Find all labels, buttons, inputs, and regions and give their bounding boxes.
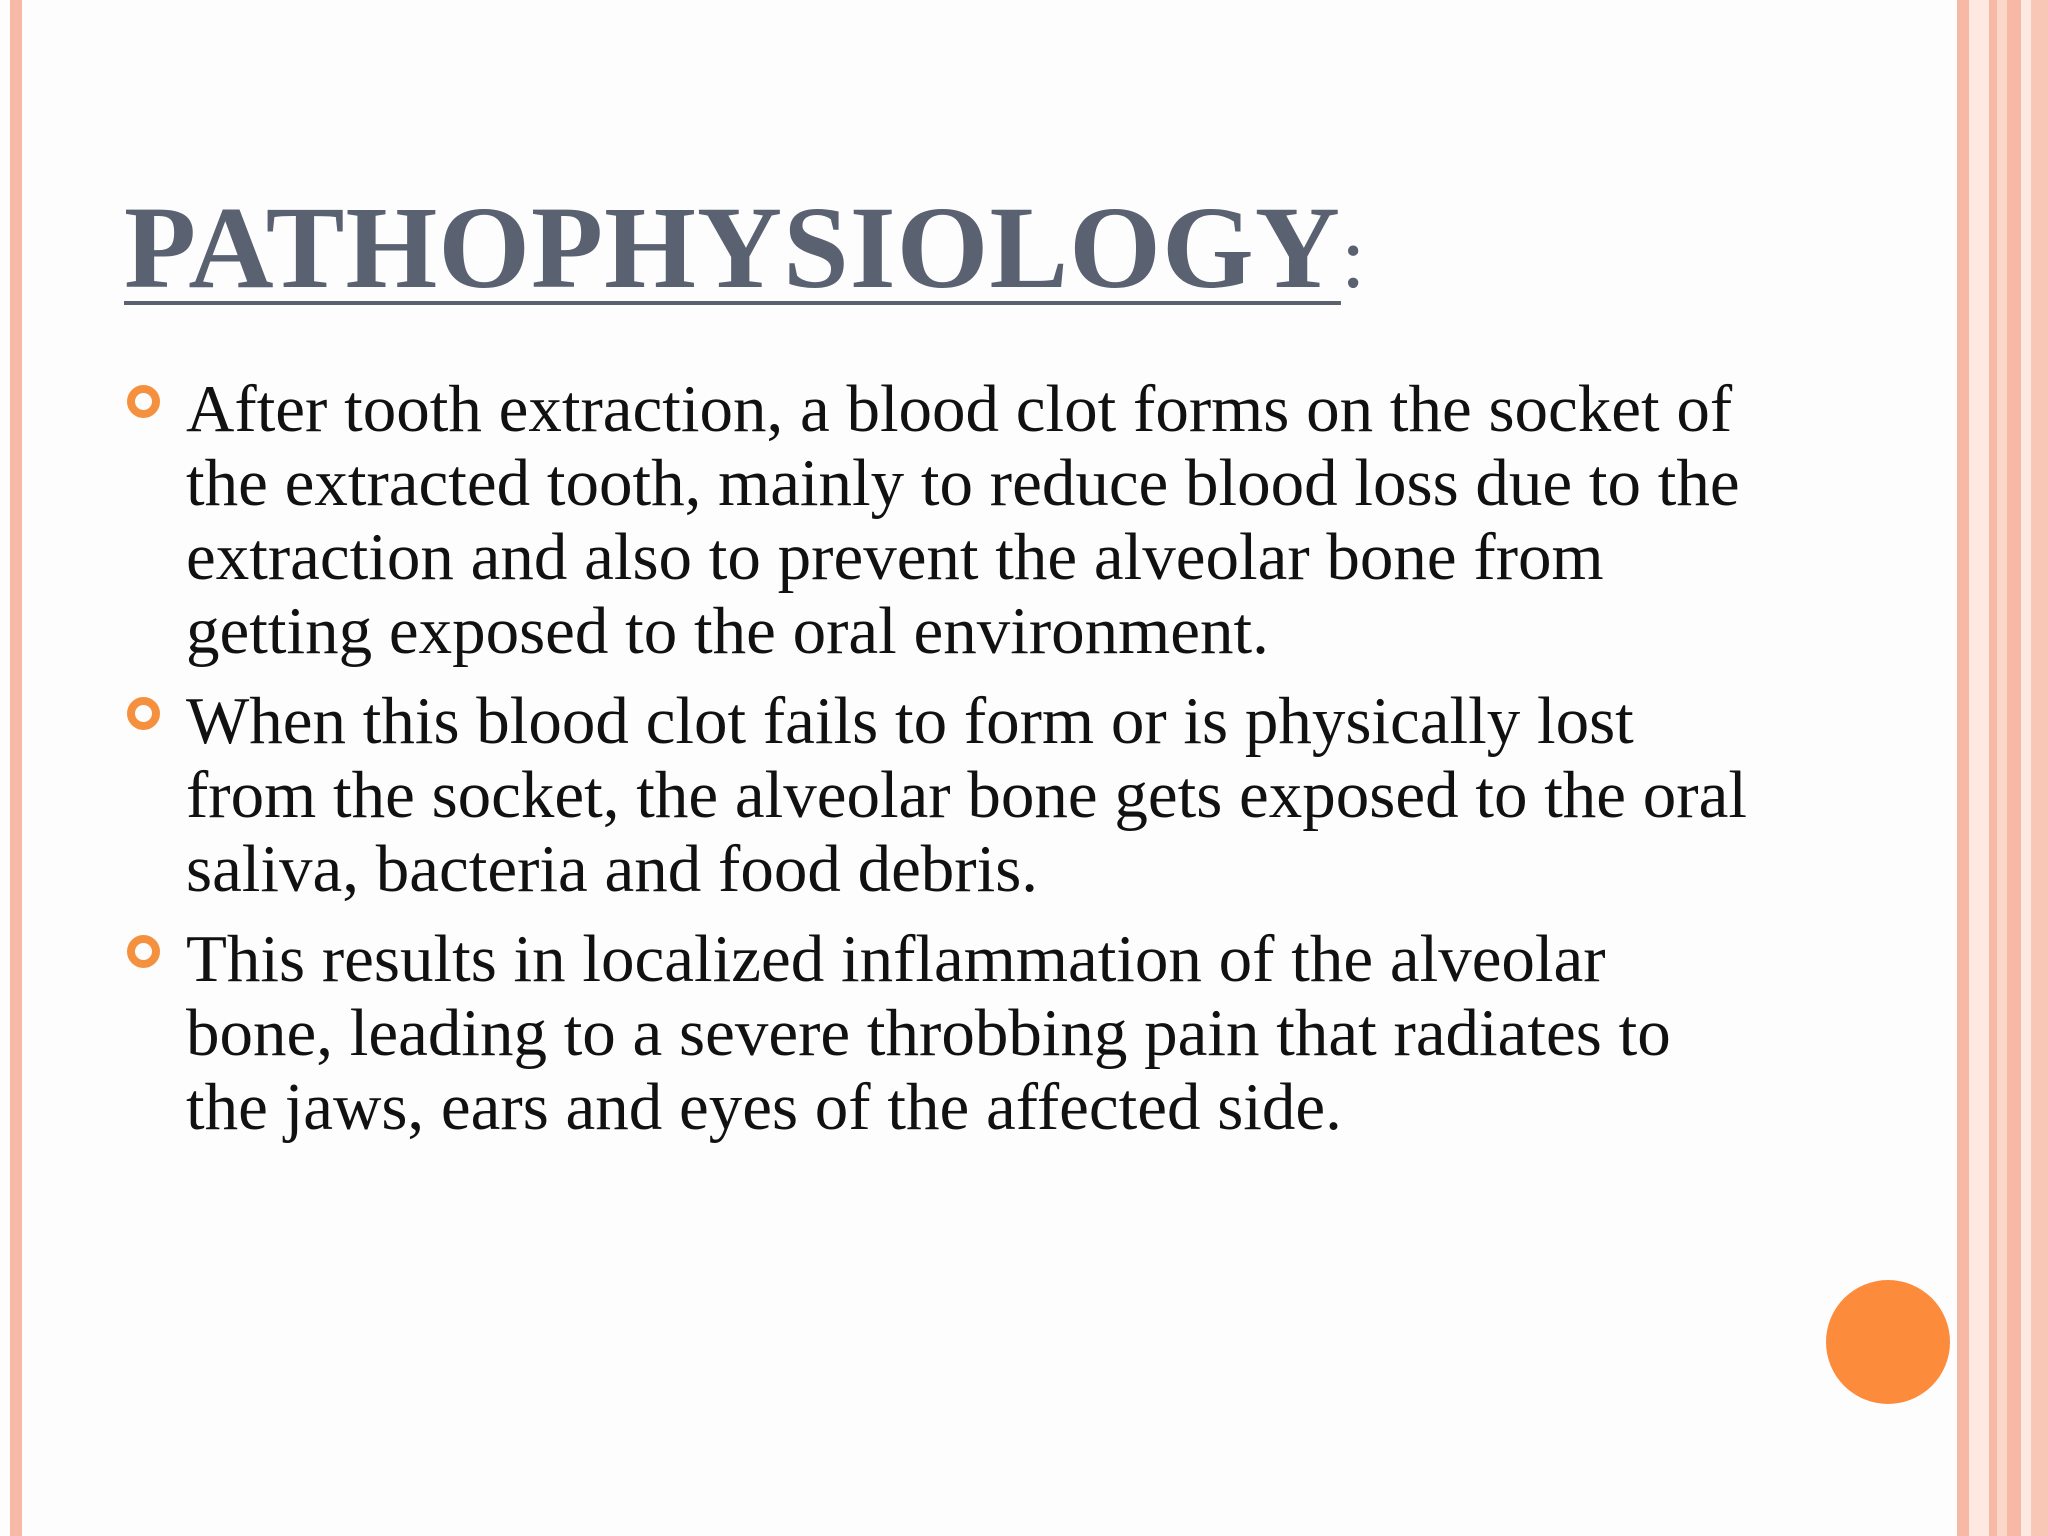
slide-title-text: PATHOPHYSIOLOGY [124,182,1341,313]
right-border-stripes [1957,0,2048,1536]
bullet-item [124,684,1764,906]
bullet-text: When this blood clot fails to form or is physically lost from the socket, the alveolar bone gets exposed to the oral saliva, bacteria and food debris. [186,684,1747,906]
bullet-text: After tooth extraction, a blood clot forms on the socket of the extracted tooth, mainly to reduce blood loss due to the extraction and also to prevent the alveolar bone from getting exposed to the oral environment. [186,372,1740,668]
slide-title [124,178,1366,329]
stripe [2031,0,2048,1536]
bullet-text: This results in localized inflammation of the alveolar bone, leading to a severe throbbing pain that radiates to the jaws, ears and eyes of the affected side. [186,922,1671,1144]
stripe [2021,0,2031,1536]
stripe [1989,0,1997,1536]
orange-circle-icon [1826,1280,1950,1404]
stripe [2007,0,2021,1536]
bullet-item [124,372,1764,668]
stripe [1997,0,2007,1536]
bullet-list [124,372,1764,1160]
left-border-stripe [10,0,22,1536]
stripe [1969,0,1989,1536]
slide-title-colon: : [1340,210,1367,307]
ring-bullet-icon [127,385,160,418]
ring-bullet-icon [127,697,160,730]
bullet-item [124,922,1764,1144]
stripe [1957,0,1969,1536]
ring-bullet-icon [127,935,160,968]
